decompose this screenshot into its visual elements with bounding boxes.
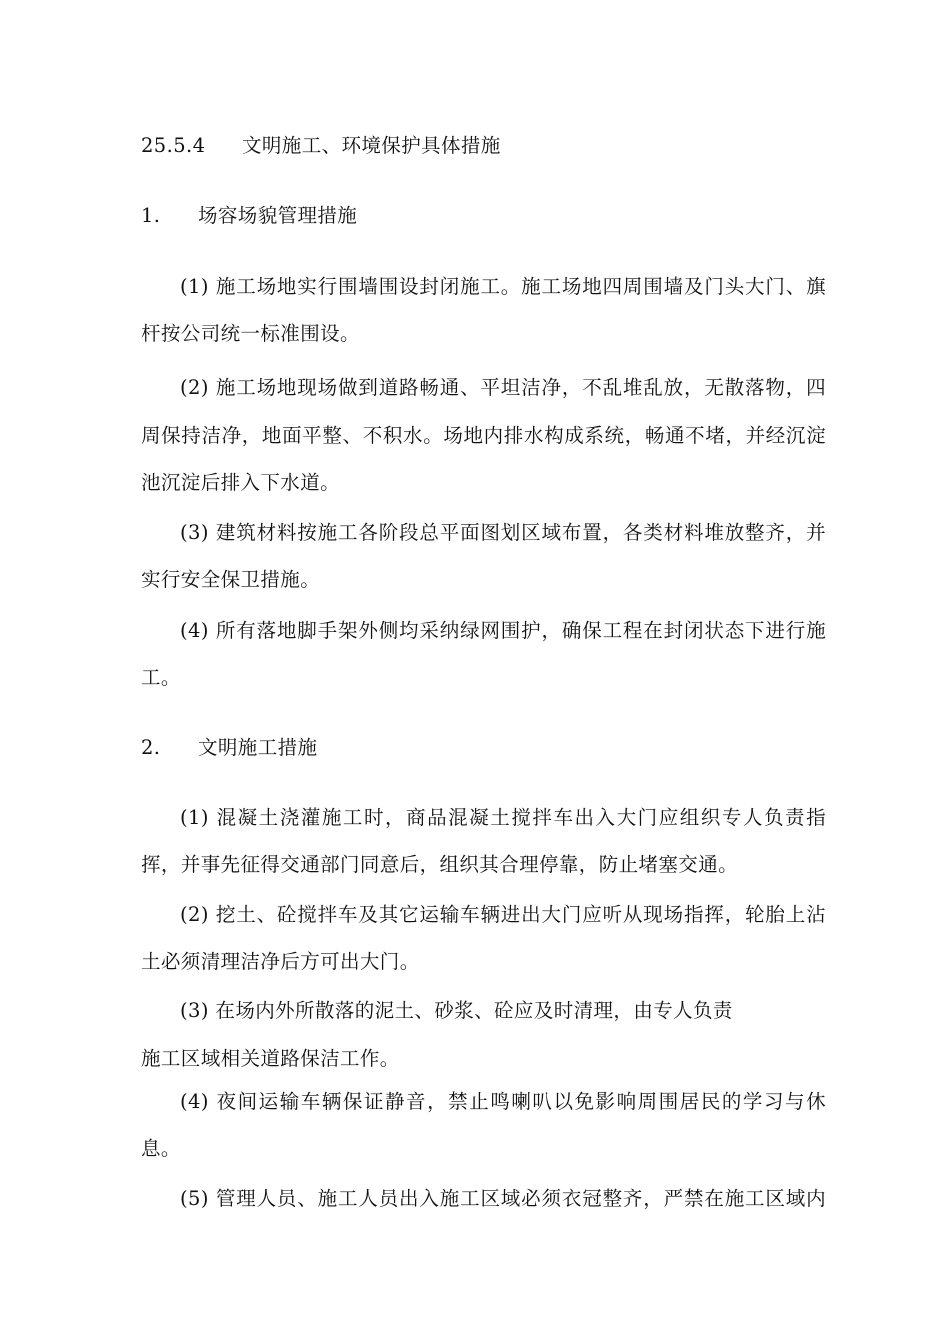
- paragraph-line: 池沉淀后排入下水道。: [141, 471, 341, 494]
- paragraph-line: (2) 施工场地现场做到道路畅通、平坦洁净，不乱堆乱放，无散落物，四: [180, 376, 826, 399]
- paragraph-line: 实行安全保卫措施。: [141, 568, 321, 591]
- paragraph-line: (5) 管理人员、施工人员出入施工区域必须衣冠整齐，严禁在施工区域内: [180, 1187, 826, 1210]
- paragraph-line: (1) 施工场地实行围墙围设封闭施工。施工场地四周围墙及门头大门、旗: [180, 275, 826, 298]
- paragraph-line: (2) 挖土、砼搅拌车及其它运输车辆进出大门应听从现场指挥，轮胎上沾: [180, 903, 826, 926]
- section-number: 25.5.4: [141, 134, 206, 157]
- paragraph-line: (3) 在场内外所散落的泥土、砂浆、砼应及时清理，由专人负责: [180, 999, 733, 1022]
- paragraph-line: 施工区域相关道路保洁工作。: [141, 1047, 400, 1070]
- paragraph-line: (3) 建筑材料按施工各阶段总平面图划区域布置，各类材料堆放整齐，并: [180, 521, 826, 544]
- paragraph-line: 土必须清理洁净后方可出大门。: [141, 950, 420, 973]
- section-heading: [141, 133, 501, 159]
- paragraph-line: 挥，并事先征得交通部门同意后，组织其合理停靠，防止堵塞交通。: [141, 853, 739, 876]
- subsection-title: 文明施工措施: [198, 736, 318, 759]
- paragraph-line: (1) 混凝土浇灌施工时，商品混凝土搅拌车出入大门应组织专人负责指: [180, 806, 826, 829]
- paragraph-line: 周保持洁净，地面平整、不积水。场地内排水构成系统，畅通不堵，并经沉淀: [141, 424, 826, 447]
- subsection-number: 2.: [141, 736, 161, 759]
- paragraph-line: (4) 所有落地脚手架外侧均采纳绿网围护，确保工程在封闭状态下进行施: [180, 619, 826, 642]
- subsection-title: 场容场貌管理措施: [198, 204, 358, 227]
- paragraph-line: 杆按公司统一标准围设。: [141, 322, 360, 345]
- section-title: 文明施工、环境保护具体措施: [242, 134, 501, 157]
- paragraph-line: (4) 夜间运输车辆保证静音，禁止鸣喇叭以免影响周围居民的学习与休: [180, 1090, 826, 1113]
- subsection-heading: [141, 735, 318, 761]
- paragraph-line: 息。: [141, 1137, 181, 1160]
- paragraph-line: 工。: [141, 666, 181, 689]
- subsection-heading: [141, 203, 358, 229]
- subsection-number: 1.: [141, 204, 161, 227]
